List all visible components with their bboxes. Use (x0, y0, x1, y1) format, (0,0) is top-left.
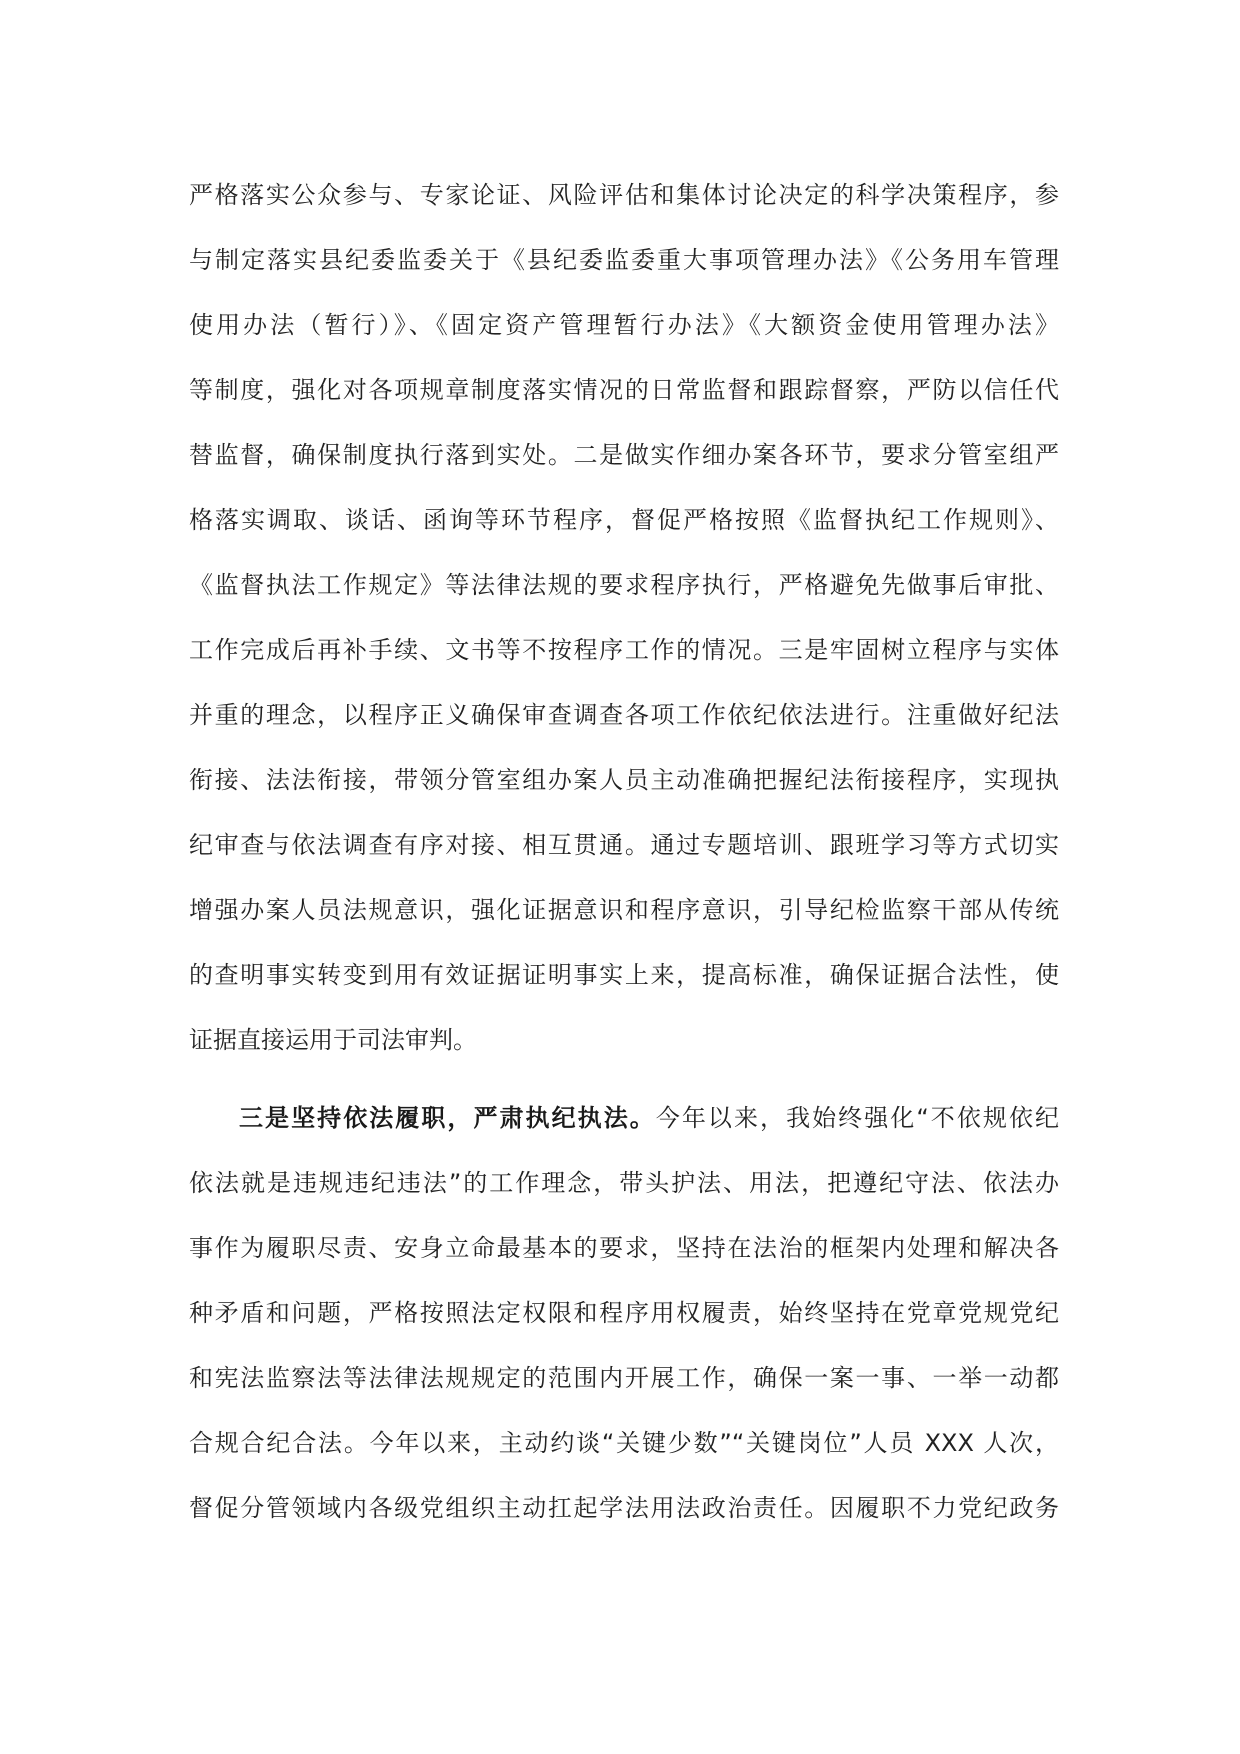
text-line: 并重的理念，以程序正义确保审查调查各项工作依纪依法进行。注重做好纪法 (189, 701, 1059, 729)
paragraph-procedure (189, 163, 1059, 1073)
text-line: 依法就是违规违纪违法”的工作理念，带头护法、用法，把遵纪守法、依法办 (189, 1169, 1059, 1197)
text-line: 纪审查与依法调查有序对接、相互贯通。通过专题培训、跟班学习等方式切实 (189, 831, 1059, 859)
text-line: 格落实调取、谈话、函询等环节程序，督促严格按照《监督执纪工作规则》、 (189, 506, 1059, 534)
text-run: 今年以来，我始终强化“不依规依纪 (655, 1104, 1059, 1132)
text-line: 工作完成后再补手续、文书等不按程序工作的情况。三是牢固树立程序与实体 (189, 636, 1059, 664)
text-line: 替监督，确保制度执行落到实处。二是做实作细办案各环节，要求分管室组严 (189, 441, 1059, 469)
text-line: 《监督执法工作规定》等法律法规的要求程序执行，严格避免先做事后审批、 (189, 571, 1059, 599)
text-line: 种矛盾和问题，严格按照法定权限和程序用权履责，始终坚持在党章党规党纪 (189, 1299, 1059, 1327)
paragraph-heading: 三是坚持依法履职，严肃执纪执法。 (239, 1104, 656, 1132)
text-line: 合规合纪合法。今年以来，主动约谈“关键少数”“关键岗位”人员 XXX 人次， (189, 1429, 1059, 1457)
text-line: 使用办法（暂行）》、《固定资产管理暂行办法》《大额资金使用管理办法》 (189, 311, 1059, 339)
text-line: 证据直接运用于司法审判。 (189, 1026, 477, 1054)
text-line: 衔接、法法衔接，带领分管室组办案人员主动准确把握纪法衔接程序，实现执 (189, 766, 1059, 794)
text-line: 督促分管领域内各级党组织主动扛起学法用法政治责任。因履职不力党纪政务 (189, 1494, 1059, 1522)
paragraph-lawful-duty (189, 1086, 1059, 1541)
text-line: 事作为履职尽责、安身立命最基本的要求，坚持在法治的框架内处理和解决各 (189, 1234, 1059, 1262)
text-line: 的查明事实转变到用有效证据证明事实上来，提高标准，确保证据合法性，使 (189, 961, 1059, 989)
text-line: 等制度，强化对各项规章制度落实情况的日常监督和跟踪督察，严防以信任代 (189, 376, 1059, 404)
text-line: 严格落实公众参与、专家论证、风险评估和集体讨论决定的科学决策程序，参 (189, 181, 1059, 209)
text-line-first (189, 1086, 1059, 1151)
text-line: 增强办案人员法规意识，强化证据意识和程序意识，引导纪检监察干部从传统 (189, 896, 1059, 924)
text-line: 与制定落实县纪委监委关于《县纪委监委重大事项管理办法》《公务用车管理 (189, 246, 1059, 274)
text-line: 和宪法监察法等法律法规规定的范围内开展工作，确保一案一事、一举一动都 (189, 1364, 1059, 1392)
